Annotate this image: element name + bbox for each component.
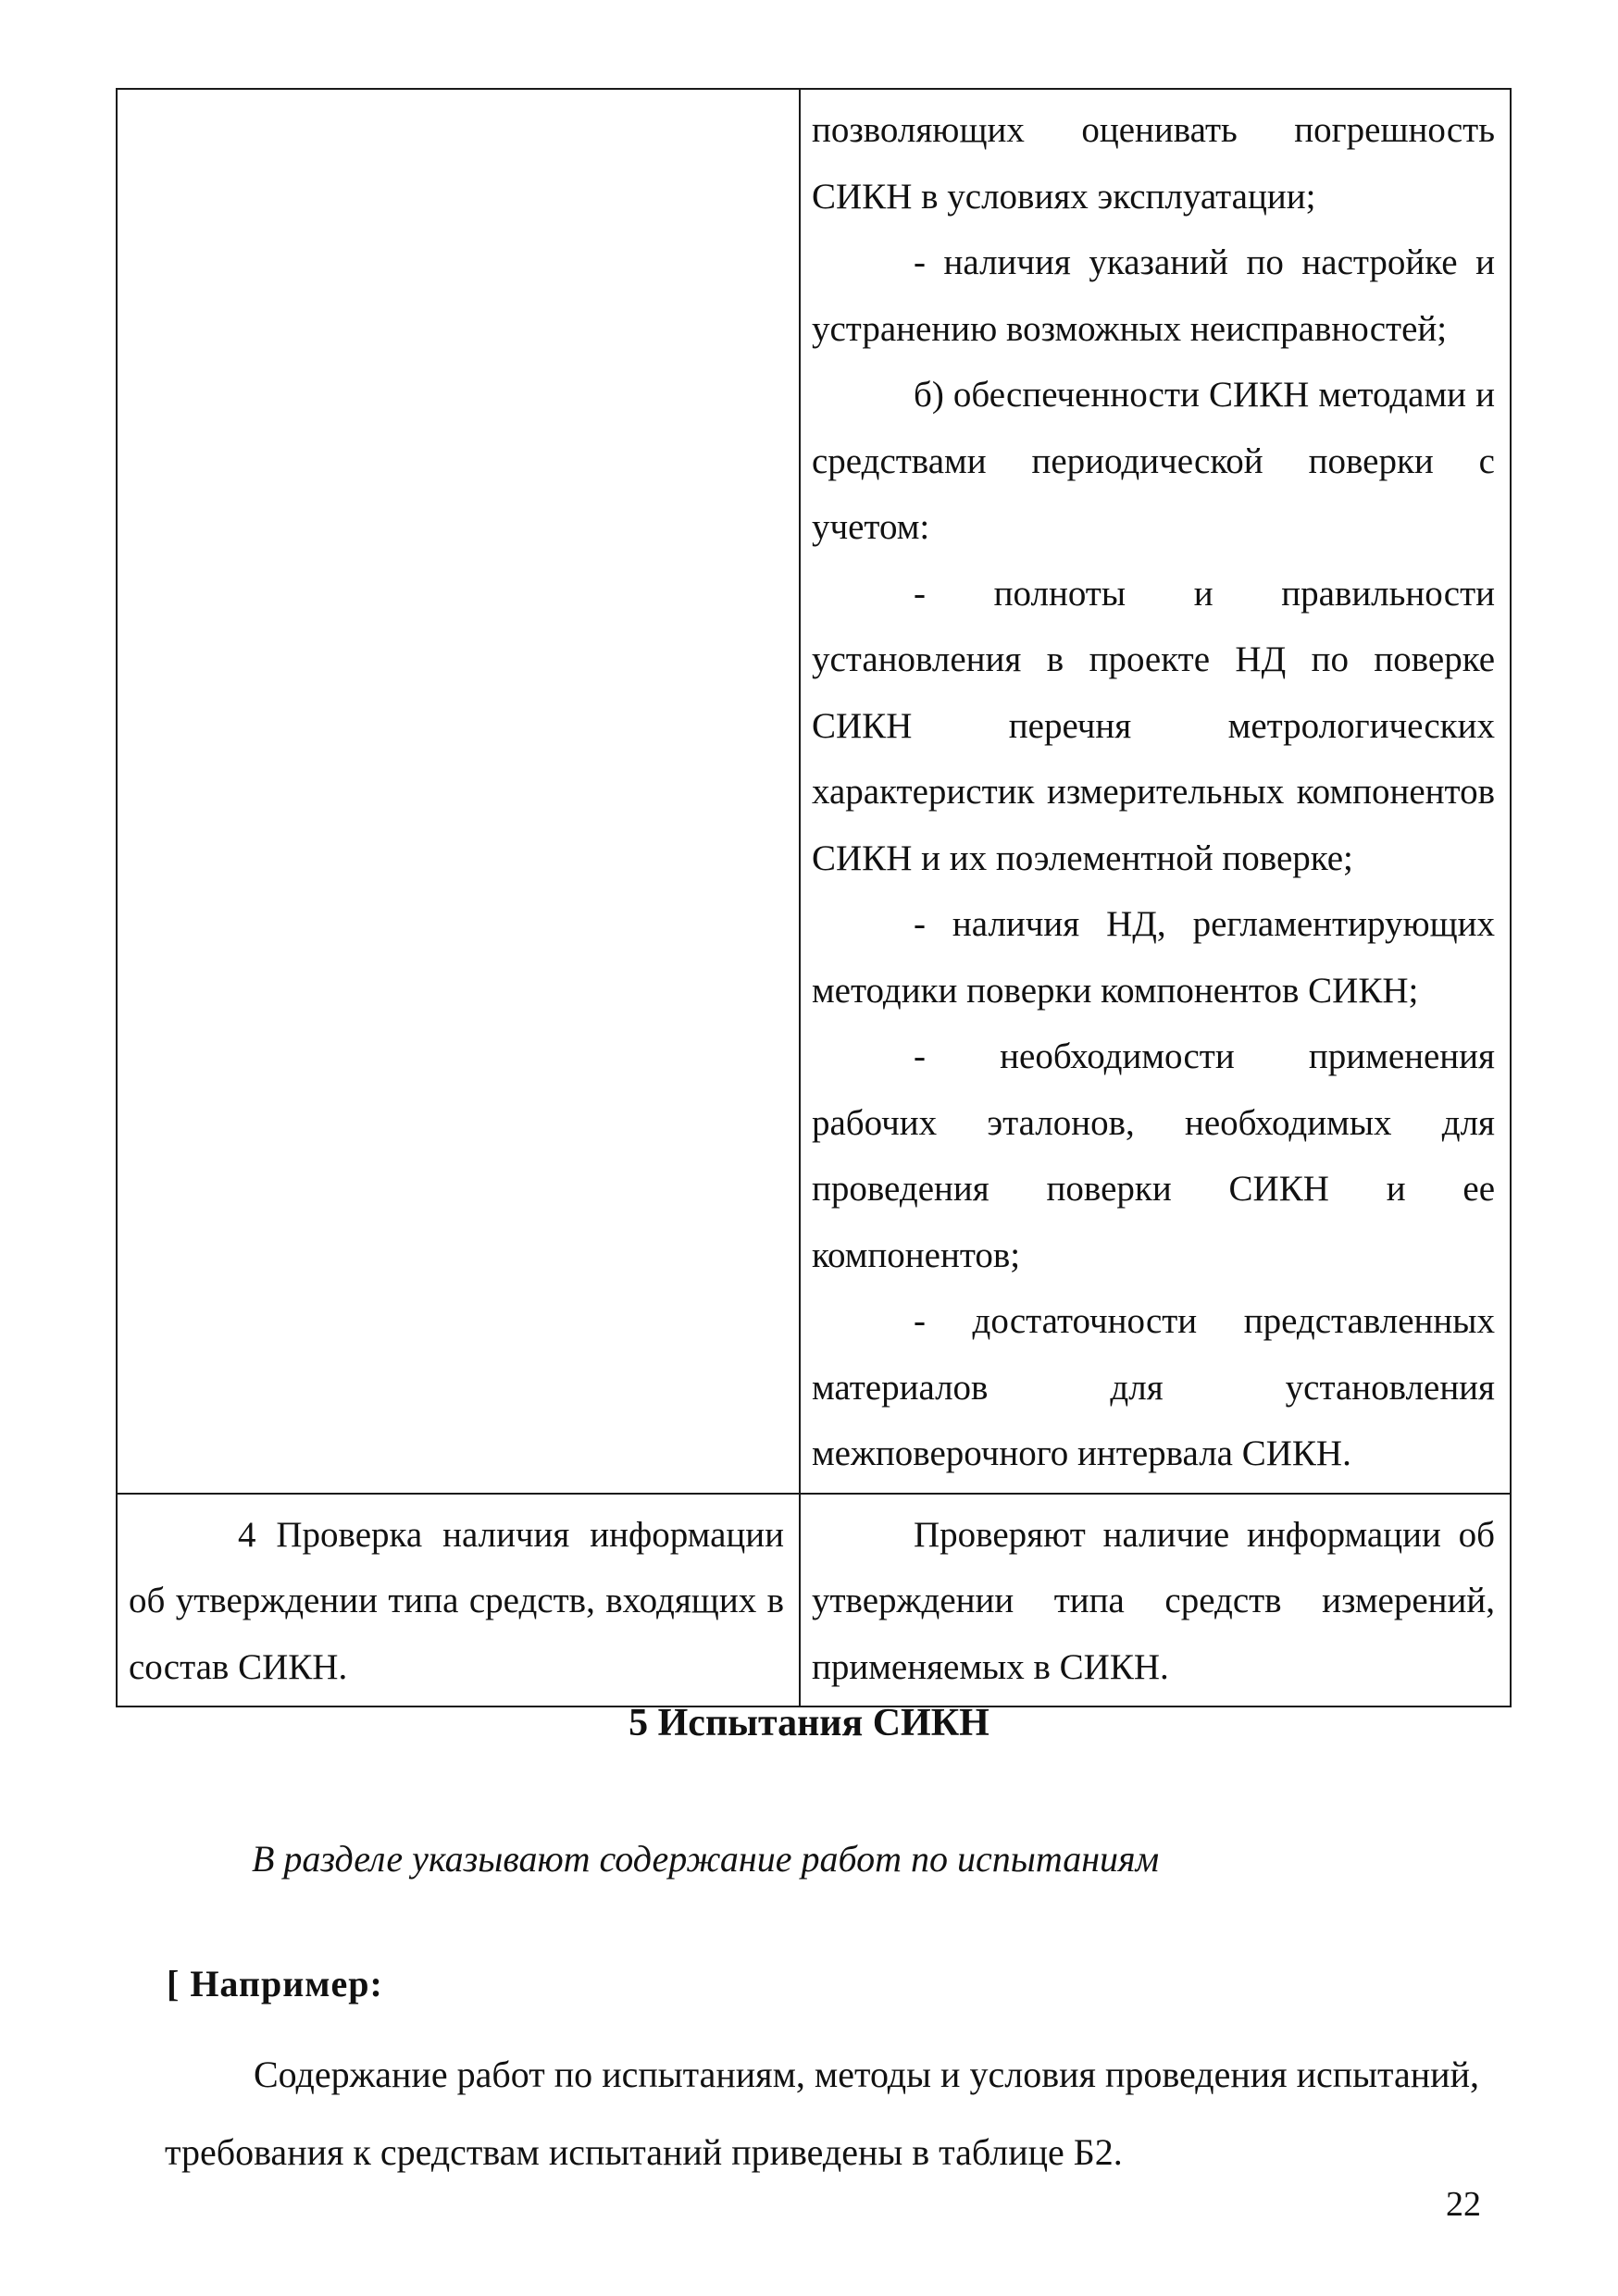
cell-paragraph: Проверяют наличие информации об утверждении типа средств измерений, применяемых в СИКН. bbox=[812, 1514, 1495, 1687]
section-intro: В разделе указывают содержание работ по испытаниям bbox=[252, 1838, 1160, 1880]
table-cell-left bbox=[117, 89, 800, 1494]
cell-paragraph: - наличия НД, регламентирующих методики поверки компонентов СИКН; bbox=[812, 904, 1495, 1011]
requirements-table bbox=[116, 88, 1512, 1707]
table-row bbox=[117, 89, 1511, 1494]
table-row bbox=[117, 1494, 1511, 1707]
body-paragraph: Содержание работ по испытаниям, методы и условия проведения испытаний, требования к средствам испытаний приведены в таблице Б2. bbox=[165, 2054, 1479, 2173]
example-label: [ Например: bbox=[167, 1963, 383, 2004]
cell-paragraph: - необходимости применения рабочих эталонов, необходимых для проведения поверки СИКН и ее компонентов; bbox=[812, 1036, 1495, 1275]
table-cell-right bbox=[800, 1494, 1511, 1707]
table-cell-left bbox=[117, 1494, 800, 1707]
page-number: 22 bbox=[1446, 2185, 1481, 2224]
cell-paragraph: б) обеспеченности СИКН методами и средствами периодической поверки с учетом: bbox=[812, 375, 1495, 547]
cell-paragraph: - наличия указаний по настройке и устранению возможных неисправностей; bbox=[812, 242, 1495, 349]
cell-paragraph: позволяющих оценивать погрешность СИКН в условиях эксплуатации; bbox=[812, 110, 1495, 217]
cell-paragraph: 4 Проверка наличия информации об утверждении типа средств, входящих в состав СИКН. bbox=[129, 1514, 784, 1687]
cell-paragraph: - достаточности представленных материалов для установления межповерочного интервала СИКН. bbox=[812, 1301, 1495, 1473]
table-cell-right bbox=[800, 89, 1511, 1494]
cell-paragraph: - полноты и правильности установления в проекте НД по поверке СИКН перечня метрологических характеристик измерительных компонентов СИКН и их поэлементной поверке; bbox=[812, 573, 1495, 878]
section-heading: 5 Испытания СИКН bbox=[629, 1702, 989, 1744]
